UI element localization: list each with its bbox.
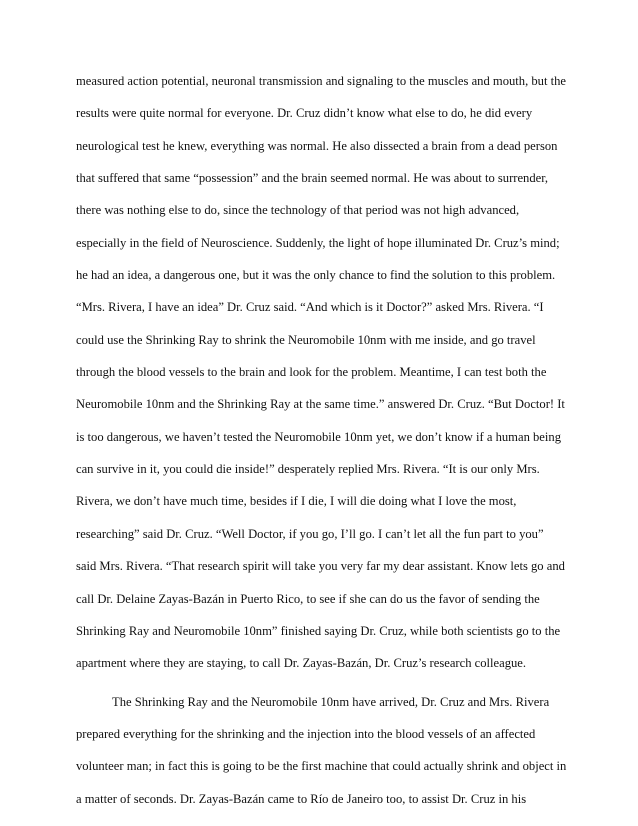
- text-line: Rivera, we don’t have much time, besides if I die, I will die doing what I love the most,: [76, 494, 517, 509]
- text-line: especially in the field of Neuroscience. Suddenly, the light of hope illuminated Dr. Cruz’s mind;: [76, 235, 560, 250]
- text-line: there was nothing else to do, since the technology of that period was not high advanced,: [76, 203, 520, 218]
- text-line: said Mrs. Rivera. “That research spirit will take you very far my dear assistant. Know lets go and: [76, 559, 565, 574]
- text-line: researching” said Dr. Cruz. “Well Doctor, if you go, I’ll go. I can’t let all the fun part to you”: [76, 526, 544, 541]
- body-text: [76, 72, 571, 822]
- text-line: he had an idea, a dangerous one, but it was the only chance to find the solution to this problem.: [76, 268, 556, 283]
- text-line: that suffered that same “possession” and the brain seemed normal. He was about to surrender,: [76, 171, 549, 186]
- text-line: could use the Shrinking Ray to shrink the Neuromobile 10nm with me inside, and go travel: [76, 332, 536, 347]
- text-line: call Dr. Delaine Zayas-Bazán in Puerto Rico, to see if she can do us the favor of sending the: [76, 591, 540, 606]
- text-line: is too dangerous, we haven’t tested the Neuromobile 10nm yet, we don’t know if a human being: [76, 429, 561, 444]
- text-line: apartment where they are staying, to call Dr. Zayas-Bazán, Dr. Cruz’s research colleague.: [76, 656, 527, 671]
- text-line: volunteer man; in fact this is going to be the first machine that could actually shrink and object in: [76, 759, 567, 774]
- text-line: prepared everything for the shrinking and the injection into the blood vessels of an affected: [76, 726, 536, 741]
- text-line: through the blood vessels to the brain and look for the problem. Meantime, I can test both the: [76, 365, 547, 380]
- text-line: can survive in it, you could die inside!” desperately replied Mrs. Rivera. “It is our only Mrs.: [76, 462, 540, 477]
- text-line: Shrinking Ray and Neuromobile 10nm” finished saying Dr. Cruz, while both scientists go to the: [76, 623, 561, 638]
- text-line: Neuromobile 10nm and the Shrinking Ray at the same time.” answered Dr. Cruz. “But Doctor! It: [76, 397, 565, 412]
- text-line: results were quite normal for everyone. Dr. Cruz didn’t know what else to do, he did every: [76, 106, 533, 121]
- paragraph-first-line: The Shrinking Ray and the Neuromobile 10nm have arrived, Dr. Cruz and Mrs. Rivera: [112, 694, 550, 709]
- text-line: a matter of seconds. Dr. Zayas-Bazán came to Río de Janeiro too, to assist Dr. Cruz in his: [76, 791, 527, 806]
- text-line: “Mrs. Rivera, I have an idea” Dr. Cruz said. “And which is it Doctor?” asked Mrs. Rivera. “I: [76, 300, 544, 315]
- text-line: neurological test he knew, everything was normal. He also dissected a brain from a dead person: [76, 138, 558, 153]
- text-line: measured action potential, neuronal transmission and signaling to the muscles and mouth, but the: [76, 74, 567, 88]
